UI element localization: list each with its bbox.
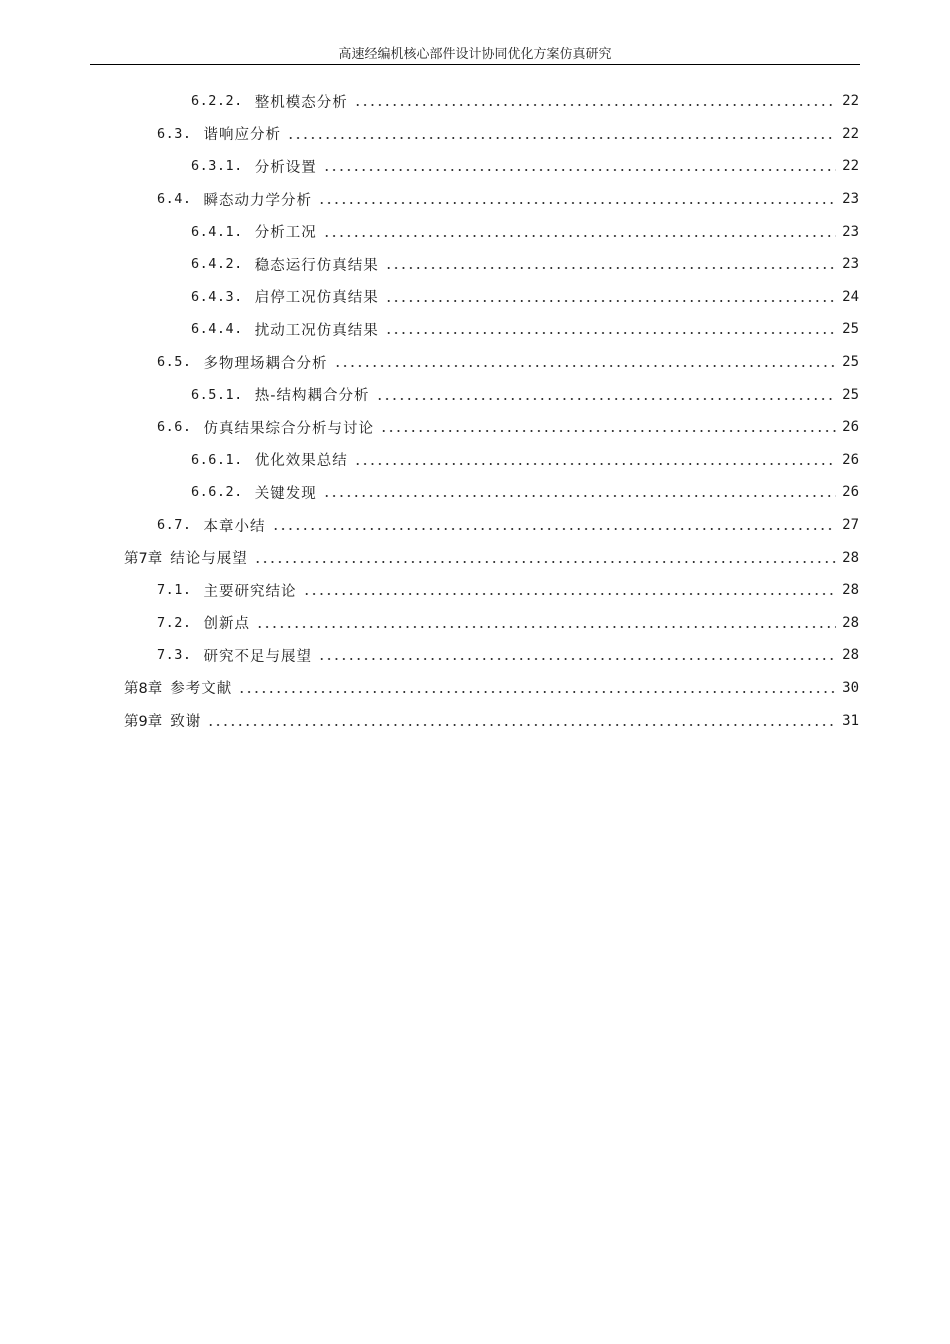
toc-entry-number: 6.3.1. [191, 158, 243, 175]
dot-leader [287, 137, 836, 139]
toc-entry[interactable] [0, 281, 950, 314]
toc-entry-number: 6.4.3. [191, 288, 243, 305]
toc-entry[interactable] [0, 183, 950, 216]
dot-leader [323, 495, 836, 497]
toc-entry[interactable] [0, 150, 950, 183]
dot-leader [303, 593, 837, 595]
dot-leader [256, 626, 836, 628]
toc-entry-title: 稳态运行仿真结果 [254, 257, 379, 274]
toc-entry[interactable] [0, 85, 950, 118]
table-of-contents [0, 85, 950, 737]
toc-entry[interactable] [0, 313, 950, 346]
toc-entry[interactable] [0, 118, 950, 151]
toc-entry-page: 28 [842, 549, 859, 566]
dot-leader [323, 169, 836, 171]
toc-entry[interactable] [0, 509, 950, 542]
dot-leader [318, 202, 836, 204]
toc-entry-line [191, 378, 859, 411]
toc-entry[interactable] [0, 607, 950, 640]
toc-entry[interactable] [0, 672, 950, 705]
toc-entry-number: 6.5. [157, 354, 192, 371]
toc-entry-line [191, 313, 859, 346]
toc-entry-title: 瞬态动力学分析 [203, 192, 313, 209]
toc-entry-line [191, 150, 859, 183]
toc-entry-number: 6.2.2. [191, 93, 243, 110]
toc-entry-page: 26 [842, 419, 859, 436]
toc-entry-page: 28 [842, 582, 859, 599]
toc-entry[interactable] [0, 411, 950, 444]
toc-entry-number: 6.4.1. [191, 223, 243, 240]
toc-entry-line [157, 639, 859, 672]
toc-entry-number: 7.2. [157, 614, 192, 631]
dot-leader [380, 430, 836, 432]
dot-leader [323, 235, 836, 237]
toc-entry-page: 22 [842, 93, 859, 110]
toc-entry-number: 6.3. [157, 125, 192, 142]
dot-leader [254, 561, 836, 563]
toc-entry[interactable] [0, 215, 950, 248]
toc-entry-page: 23 [842, 223, 859, 240]
toc-entry-page: 28 [842, 647, 859, 664]
toc-entry-title: 致谢 [170, 714, 202, 731]
dot-leader [318, 658, 836, 660]
dot-leader [376, 398, 837, 400]
dot-leader [385, 267, 836, 269]
toc-entry-title: 多物理场耦合分析 [203, 355, 328, 372]
dot-leader [238, 691, 836, 693]
toc-entry-page: 22 [842, 158, 859, 175]
toc-entry-number: 6.6.1. [191, 451, 243, 468]
toc-entry-page: 25 [842, 386, 859, 403]
toc-entry-title: 仿真结果综合分析与讨论 [203, 420, 375, 437]
dot-leader [354, 463, 836, 465]
toc-entry-line [191, 476, 859, 509]
toc-entry[interactable] [0, 378, 950, 411]
toc-entry-number: 6.5.1. [191, 386, 243, 403]
toc-entry[interactable] [0, 248, 950, 281]
toc-entry-number: 6.4. [157, 191, 192, 208]
toc-entry[interactable] [0, 574, 950, 607]
toc-entry-page: 22 [842, 125, 859, 142]
toc-entry-number: 6.4.2. [191, 256, 243, 273]
dot-leader [207, 724, 836, 726]
toc-entry-title: 扰动工况仿真结果 [254, 322, 379, 339]
toc-entry-title: 热-结构耦合分析 [254, 388, 370, 405]
toc-entry-line [157, 607, 859, 640]
toc-entry[interactable] [0, 444, 950, 477]
toc-entry-number: 6.4.4. [191, 321, 243, 338]
toc-entry-page: 24 [842, 288, 859, 305]
toc-entry-title: 关键发现 [254, 485, 317, 502]
toc-entry-number: 第8章 [124, 681, 163, 698]
toc-entry-line [157, 346, 859, 379]
toc-entry-line [191, 215, 859, 248]
toc-entry-page: 26 [842, 484, 859, 501]
dot-leader [385, 300, 836, 302]
toc-entry-title: 主要研究结论 [203, 583, 297, 600]
toc-entry[interactable] [0, 704, 950, 737]
toc-entry-title: 本章小结 [203, 518, 266, 535]
dot-leader [354, 104, 836, 106]
toc-entry-page: 27 [842, 517, 859, 534]
dot-leader [334, 365, 837, 367]
toc-entry-line [157, 574, 859, 607]
toc-entry-line [157, 509, 859, 542]
toc-entry-page: 23 [842, 256, 859, 273]
toc-entry-number: 6.6. [157, 419, 192, 436]
toc-entry-page: 25 [842, 321, 859, 338]
toc-entry-line [191, 444, 859, 477]
toc-entry-title: 分析工况 [254, 225, 317, 242]
toc-entry-number: 7.1. [157, 582, 192, 599]
toc-entry-title: 优化效果总结 [254, 453, 348, 470]
toc-entry-line [157, 411, 859, 444]
toc-entry-line [124, 541, 859, 574]
toc-entry-line [157, 183, 859, 216]
toc-entry-number: 6.7. [157, 517, 192, 534]
toc-entry-title: 启停工况仿真结果 [254, 290, 379, 307]
toc-entry-page: 23 [842, 191, 859, 208]
toc-entry-title: 参考文献 [170, 681, 233, 698]
toc-entry-title: 结论与展望 [170, 551, 248, 568]
toc-entry-page: 26 [842, 451, 859, 468]
toc-entry[interactable] [0, 346, 950, 379]
toc-entry-title: 创新点 [203, 616, 251, 633]
dot-leader [272, 528, 837, 530]
toc-entry-page: 31 [842, 712, 859, 729]
toc-entry-number: 6.6.2. [191, 484, 243, 501]
toc-entry-line [191, 248, 859, 281]
toc-entry-number: 第7章 [124, 551, 163, 568]
running-header: 高速经编机核心部件设计协同优化方案仿真研究 [338, 47, 612, 62]
toc-entry-title: 分析设置 [254, 159, 317, 176]
toc-entry-page: 28 [842, 614, 859, 631]
dot-leader [385, 332, 836, 334]
toc-entry-number: 7.3. [157, 647, 192, 664]
toc-entry-title: 谐响应分析 [203, 127, 282, 144]
header-rule [90, 64, 860, 65]
toc-entry-page: 25 [842, 354, 859, 371]
toc-entry-line [191, 281, 859, 314]
toc-entry[interactable] [0, 541, 950, 574]
toc-entry-line [157, 118, 859, 151]
toc-entry-line [124, 672, 859, 705]
toc-entry-title: 研究不足与展望 [203, 648, 313, 665]
toc-entry[interactable] [0, 639, 950, 672]
toc-entry-title: 整机模态分析 [254, 94, 348, 111]
toc-entry[interactable] [0, 476, 950, 509]
toc-entry-line [124, 704, 859, 737]
toc-entry-number: 第9章 [124, 714, 163, 731]
toc-entry-line [191, 85, 859, 118]
toc-entry-page: 30 [842, 679, 859, 696]
